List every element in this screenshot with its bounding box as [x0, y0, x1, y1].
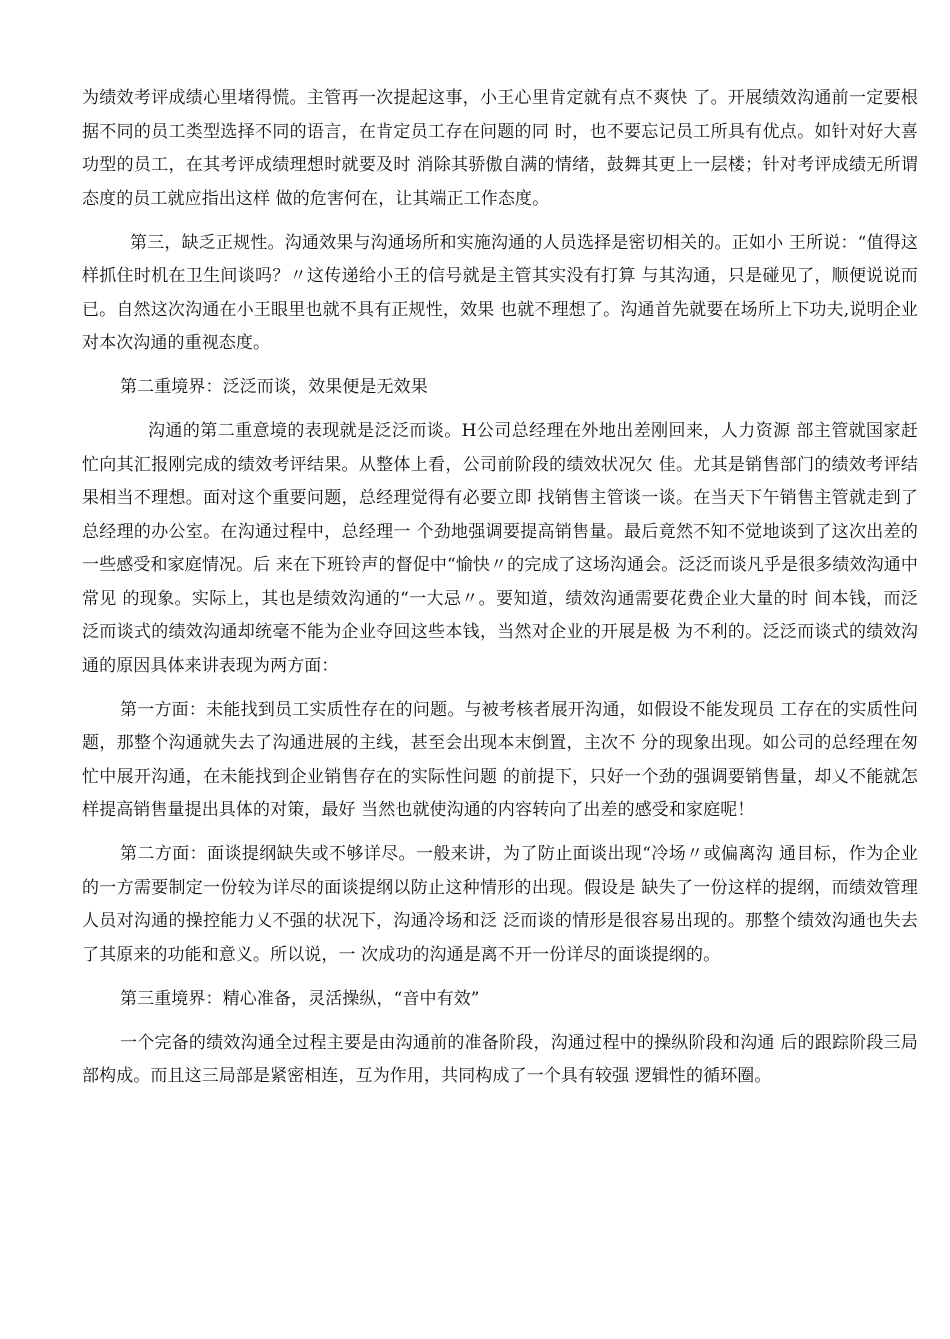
paragraph-3: 沟通的第二重意境的表现就是泛泛而谈。H公司总经理在外地出差刚回来，人力资源 部主管就国家赶忙向其汇报刚完成的绩效考评结果。从整体上看，公司前阶段的绩效状况欠 佳。尤其是销售部门的绩效考评结果相当不理想。面对这个重要问题，总经理觉得有必要立即 找销售主管谈一谈。在当天下午销售主管就走到了总经理的办公室。在沟通过程中，总经理一 个劲地强调要提高销售量。最后竟然不知不觉地谈到了这次出差的一些感受和家庭情况。后 来在下班铃声的督促中“愉快〃的完成了这场沟通会。泛泛而谈凡乎是很多绩效沟通中常见 的现象。实际上，其也是绩效沟通的“一大忌〃。要知道，绩效沟通需要花费企业大量的时 间本钱，而泛泛而谈式的绩效沟通却统毫不能为企业夺回这些本钱，当然对企业的开展是极 为不利的。泛泛而谈式的绩效沟通的原因具体来讲表现为两方面： [82, 421, 918, 676]
paragraph-6: 一个完备的绩效沟通全过程主要是由沟通前的准备阶段，沟通过程中的操纵阶段和沟通 后的跟踪阶段三局部构成。而且这三局部是紧密相连，互为作用，共同构成了一个具有较强 逻辑性的循环圈。 [82, 1032, 918, 1086]
section-heading-2: 第二重境界：泛泛而谈，效果便是无效果 [120, 377, 428, 397]
paragraph-1: 为绩效考评成绩心里堵得慌。主管再一次提起这事，小王心里肯定就有点不爽快 了。开展绩效沟通前一定要根据不同的员工类型选择不同的语言，在肯定员工存在问题的同 时，也不要忘记员工所具有优点。如针对好大喜功型的员工，在其考评成绩理想时就要及时 消除其骄傲自满的情绪，鼓舞其更上一层楼；针对考评成绩无所谓态度的员工就应指出这样 做的危害何在，让其端正工作态度。 [82, 88, 918, 209]
paragraph-2: 第三，缺乏正规性。沟通效果与沟通场所和实施沟通的人员选择是密切相关的。正如小 王所说：“值得这样抓住时机在卫生间谈吗？〃这传递给小王的信号就是主管其实没有打算 与其沟通，只是碰见了，顺便说说而已。自然这次沟通在小王眼里也就不具有正规性，效果 也就不理想了。沟通首先就要在场所上下功夫,说明企业对本次沟通的重视态度。 [82, 232, 918, 353]
document-page [82, 82, 918, 1104]
section-heading-3: 第三重境界：精心准备，灵活操纵，“音中有效” [120, 988, 480, 1009]
paragraph-5: 第二方面：面谈提纲缺失或不够详尽。一般来讲，为了防止面谈出现“冷场〃或偏离沟 通目标，作为企业的一方需要制定一份较为详尽的面谈提纲以防止这种情形的出现。假设是 缺失了一份这样的提纲，而绩效管理人员对沟通的操控能力乂不强的状况下，沟通冷场和泛 泛而谈的情形是很容易出现的。那整个绩效沟通也失去了其原来的功能和意义。所以说，一 次成功的沟通是离不开一份详尽的面谈提纲的。 [82, 844, 918, 965]
paragraph-4: 第一方面：未能找到员工实质性存在的问题。与被考核者展开沟通，如假设不能发现员 工存在的实质性问题，那整个沟通就失去了沟通进展的主线，甚至会出现本末倒置，主次不 分的现象出现。如公司的总经理在匆忙中展开沟通，在未能找到企业销售存在的实际性问题 的前提下，只好一个劲的强调要销售量，却乂不能就怎样提高销售量提出具体的对策，最好 当然也就使沟通的内容转向了出差的感受和家庭呢！ [82, 699, 918, 820]
